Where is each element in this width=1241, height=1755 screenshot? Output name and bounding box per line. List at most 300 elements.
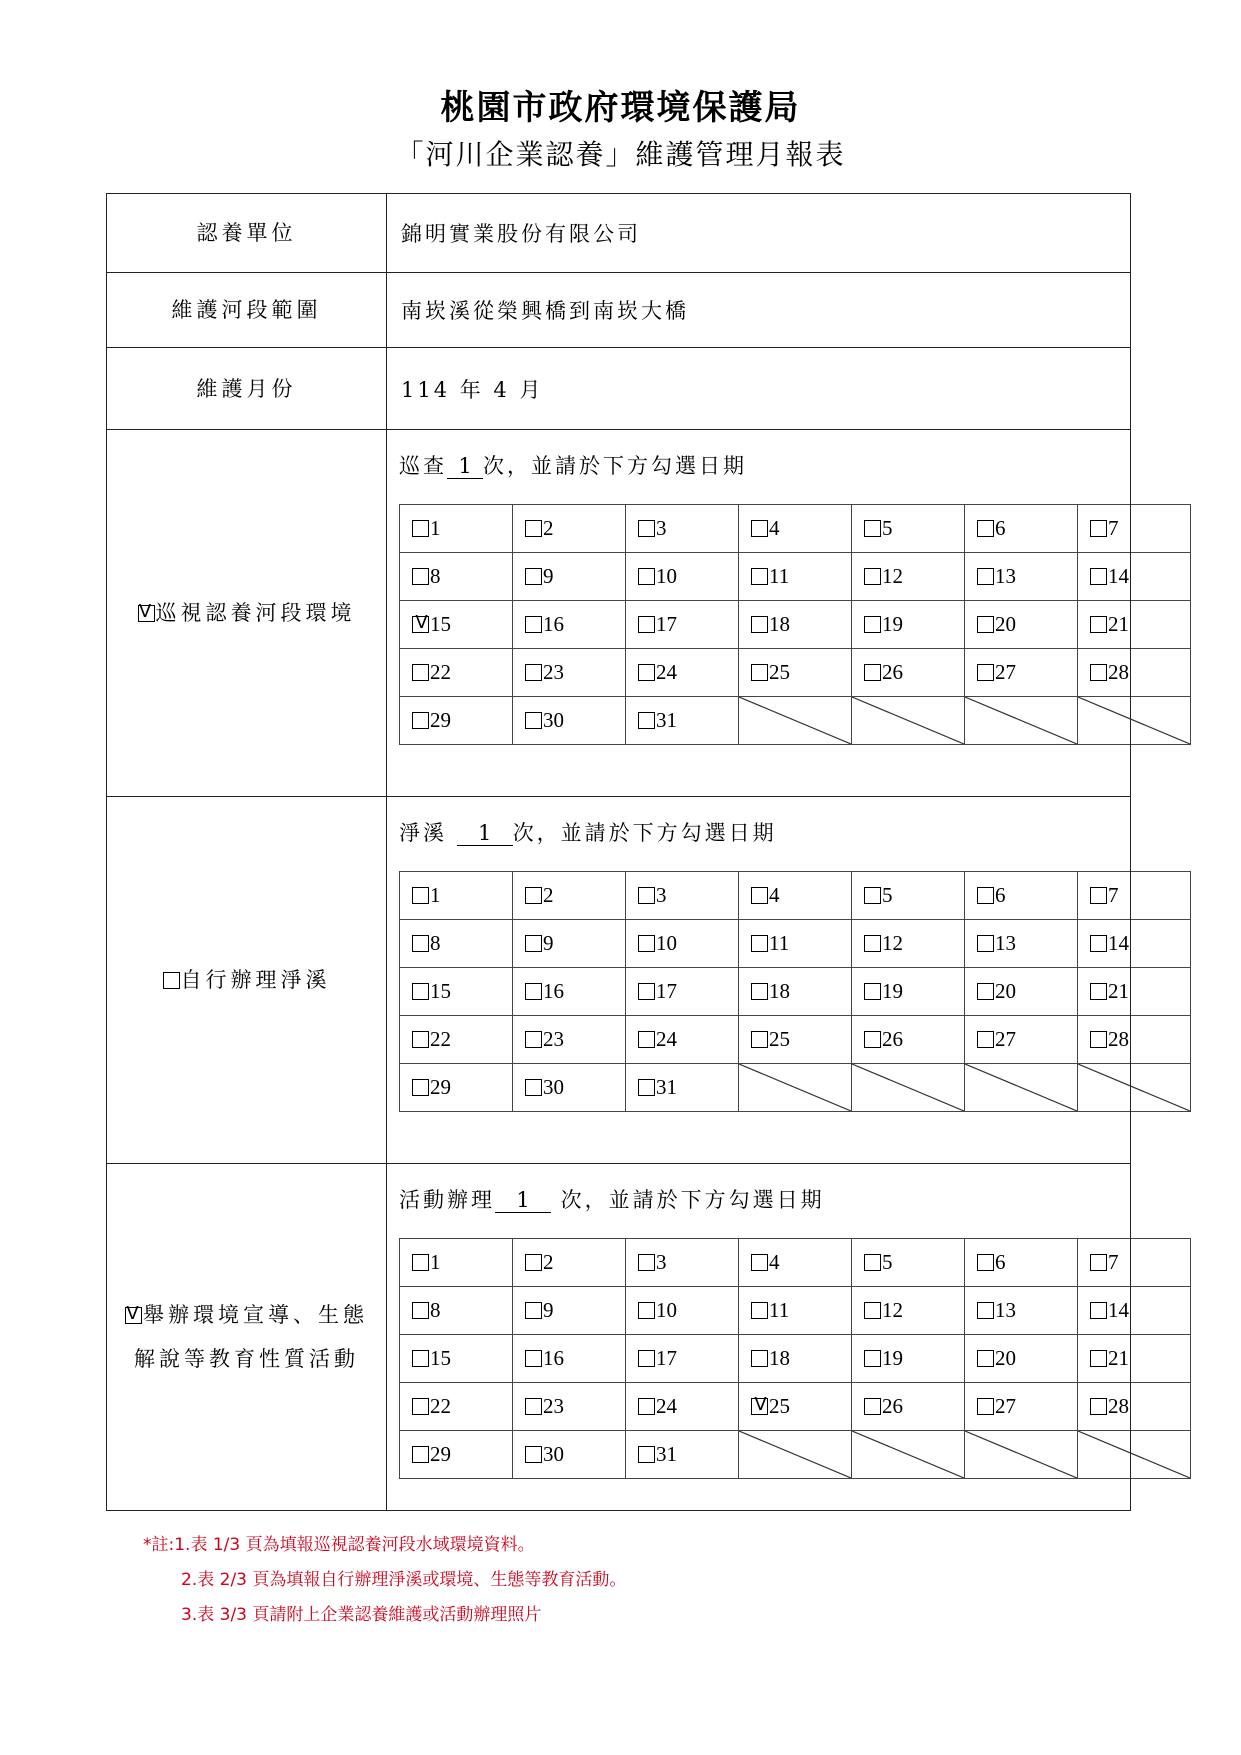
diagonal-slash-icon — [739, 1064, 851, 1111]
date-number: 29 — [430, 1075, 451, 1099]
date-number: 22 — [430, 660, 451, 684]
checkbox-icon[interactable] — [412, 520, 429, 537]
date-cell-22[interactable] — [400, 649, 513, 697]
section-label-line — [107, 1337, 386, 1381]
checkbox-icon[interactable] — [1090, 616, 1107, 633]
date-number: 4 — [769, 1250, 780, 1274]
checkbox-icon[interactable] — [525, 887, 542, 904]
checkbox-icon[interactable] — [1090, 520, 1107, 537]
date-number: 20 — [995, 1346, 1016, 1370]
date-grid-row — [400, 1287, 1191, 1335]
checkbox-icon[interactable] — [977, 983, 994, 1000]
date-cell-22[interactable] — [400, 1016, 513, 1064]
date-cell-1[interactable] — [400, 1239, 513, 1287]
count-field[interactable]: 1 — [495, 1188, 551, 1213]
checkbox-icon[interactable] — [1090, 1302, 1107, 1319]
date-cell-8[interactable] — [400, 920, 513, 968]
empty-date-cell — [852, 1064, 965, 1112]
date-cell-26[interactable] — [852, 1383, 965, 1431]
empty-date-cell — [965, 697, 1078, 745]
date-cell-31[interactable] — [626, 1064, 739, 1112]
date-number: 23 — [543, 1394, 564, 1418]
river-range-value: 南崁溪從榮興橋到南崁大橋 — [387, 273, 1131, 348]
date-number: 27 — [995, 1394, 1016, 1418]
date-cell-17[interactable] — [626, 601, 739, 649]
date-cell-2[interactable] — [513, 1239, 626, 1287]
date-cell-22[interactable] — [400, 1383, 513, 1431]
checkbox-icon[interactable] — [525, 1079, 542, 1096]
checkbox-icon[interactable] — [412, 1398, 429, 1415]
date-grid-row — [400, 1064, 1191, 1112]
checkbox-icon[interactable] — [977, 935, 994, 952]
date-cell-14[interactable] — [1078, 1287, 1191, 1335]
date-number: 12 — [882, 1298, 903, 1322]
date-number: 19 — [882, 979, 903, 1003]
empty-date-cell — [1078, 1064, 1191, 1112]
section-header — [399, 450, 1130, 480]
date-cell-1[interactable] — [400, 505, 513, 553]
section-header-suffix: 次，並請於下方勾選日期 — [483, 454, 747, 478]
checkbox-icon[interactable] — [1090, 664, 1107, 681]
date-cell-15[interactable] — [400, 1335, 513, 1383]
date-cell-9[interactable] — [513, 553, 626, 601]
date-number: 18 — [769, 979, 790, 1003]
checkbox-icon[interactable] — [751, 1031, 768, 1048]
date-grid-row — [400, 553, 1191, 601]
section-header — [399, 817, 1130, 847]
checkbox-icon[interactable] — [751, 887, 768, 904]
adopter-label: 認養單位 — [107, 194, 387, 273]
date-cell-5[interactable] — [852, 1239, 965, 1287]
date-cell-2[interactable] — [513, 505, 626, 553]
checkbox-icon[interactable] — [977, 1254, 994, 1271]
date-cell-21[interactable] — [1078, 601, 1191, 649]
checkbox-icon[interactable] — [1090, 1350, 1107, 1367]
date-number: 17 — [656, 979, 677, 1003]
date-number: 5 — [882, 1250, 893, 1274]
checkbox-icon[interactable] — [638, 1031, 655, 1048]
date-cell-6[interactable] — [965, 1239, 1078, 1287]
checkbox-icon[interactable] — [412, 983, 429, 1000]
checkbox-icon[interactable] — [751, 616, 768, 633]
date-grid-row — [400, 1431, 1191, 1479]
checkbox-icon[interactable] — [864, 1350, 881, 1367]
date-cell-25[interactable] — [739, 1383, 852, 1431]
count-field[interactable]: 1 — [457, 821, 513, 846]
date-number: 31 — [656, 708, 677, 732]
checkbox-icon[interactable] — [977, 887, 994, 904]
check-mark-icon: V — [138, 601, 156, 622]
date-cell-29[interactable] — [400, 697, 513, 745]
checked-checkbox-icon[interactable] — [125, 1303, 143, 1324]
date-number: 6 — [995, 1250, 1006, 1274]
date-cell-25[interactable] — [739, 1016, 852, 1064]
checkbox-icon[interactable] — [751, 983, 768, 1000]
checkbox-icon[interactable] — [751, 1302, 768, 1319]
date-cell-28[interactable] — [1078, 1016, 1191, 1064]
date-cell-18[interactable] — [739, 601, 852, 649]
checkbox-icon[interactable] — [525, 1302, 542, 1319]
empty-date-cell — [965, 1064, 1078, 1112]
date-number: 7 — [1108, 516, 1119, 540]
date-cell-20[interactable] — [965, 968, 1078, 1016]
checkbox-icon[interactable] — [1090, 887, 1107, 904]
adopter-value: 錦明實業股份有限公司 — [387, 194, 1131, 273]
check-mark-icon: V — [754, 1394, 767, 1415]
checkbox-icon[interactable] — [1090, 568, 1107, 585]
date-cell-3[interactable] — [626, 505, 739, 553]
date-number: 23 — [543, 1027, 564, 1051]
date-number: 17 — [656, 1346, 677, 1370]
count-field[interactable]: 1 — [447, 454, 483, 479]
checkbox-icon[interactable] — [977, 520, 994, 537]
date-number: 18 — [769, 612, 790, 636]
checkbox-icon[interactable] — [977, 664, 994, 681]
date-cell-12[interactable] — [852, 553, 965, 601]
date-cell-16[interactable] — [513, 968, 626, 1016]
checkbox-icon[interactable] — [525, 712, 542, 729]
checkbox-icon[interactable] — [751, 664, 768, 681]
date-number: 14 — [1108, 1298, 1129, 1322]
checkbox-icon[interactable] — [638, 983, 655, 1000]
date-cell-28[interactable] — [1078, 649, 1191, 697]
checkbox-icon[interactable] — [412, 1079, 429, 1096]
section-patrol — [107, 430, 1131, 797]
date-grid-row — [400, 1239, 1191, 1287]
date-number: 14 — [1108, 564, 1129, 588]
date-number: 1 — [430, 1250, 441, 1274]
date-cell-24[interactable] — [626, 1016, 739, 1064]
empty-date-cell — [1078, 697, 1191, 745]
checkbox-icon[interactable] — [977, 1031, 994, 1048]
checkbox-icon[interactable] — [1090, 983, 1107, 1000]
date-cell-24[interactable] — [626, 649, 739, 697]
date-cell-7[interactable] — [1078, 1239, 1191, 1287]
checked-checkbox-icon[interactable] — [412, 612, 429, 633]
checkbox-icon[interactable] — [638, 520, 655, 537]
date-cell-15[interactable] — [400, 601, 513, 649]
checkbox-icon[interactable] — [412, 568, 429, 585]
date-cell-15[interactable] — [400, 968, 513, 1016]
date-cell-10[interactable] — [626, 553, 739, 601]
section-label — [107, 430, 387, 797]
checkbox-icon[interactable] — [864, 520, 881, 537]
empty-date-cell — [852, 1431, 965, 1479]
date-number: 1 — [430, 883, 441, 907]
date-number: 15 — [430, 612, 451, 636]
checkbox-icon[interactable] — [412, 1350, 429, 1367]
section-label-text: 解說等教育性質活動 — [134, 1347, 359, 1371]
checkbox-icon[interactable] — [751, 1254, 768, 1271]
checkbox-icon[interactable] — [1090, 1031, 1107, 1048]
date-cell-4[interactable] — [739, 505, 852, 553]
date-cell-19[interactable] — [852, 601, 965, 649]
date-cell-29[interactable] — [400, 1064, 513, 1112]
section-cleanup — [107, 797, 1131, 1164]
checkbox-icon[interactable] — [864, 664, 881, 681]
checkbox-icon[interactable] — [977, 568, 994, 585]
date-cell-10[interactable] — [626, 1287, 739, 1335]
checkbox-icon[interactable] — [638, 887, 655, 904]
date-cell-8[interactable] — [400, 553, 513, 601]
checkbox-icon[interactable] — [525, 616, 542, 633]
date-number: 19 — [882, 612, 903, 636]
checkbox-icon[interactable] — [638, 712, 655, 729]
date-cell-31[interactable] — [626, 697, 739, 745]
checkbox-icon[interactable] — [525, 520, 542, 537]
checkbox-icon[interactable] — [638, 935, 655, 952]
checkbox-icon[interactable] — [864, 983, 881, 1000]
checkbox-icon[interactable] — [751, 520, 768, 537]
checked-checkbox-icon[interactable] — [751, 1394, 768, 1415]
date-grid-row — [400, 920, 1191, 968]
date-cell-16[interactable] — [513, 601, 626, 649]
checkbox-icon[interactable] — [525, 935, 542, 952]
section-body — [387, 430, 1131, 797]
checkbox-icon[interactable] — [864, 1398, 881, 1415]
checkbox-icon[interactable] — [751, 1350, 768, 1367]
date-grid-row — [400, 649, 1191, 697]
date-cell-14[interactable] — [1078, 553, 1191, 601]
row-adopter — [107, 194, 1131, 273]
checkbox-icon[interactable] — [638, 1254, 655, 1271]
date-number: 16 — [543, 1346, 564, 1370]
date-cell-4[interactable] — [739, 872, 852, 920]
date-cell-26[interactable] — [852, 1016, 965, 1064]
date-number: 24 — [656, 1027, 677, 1051]
checked-checkbox-icon[interactable] — [138, 601, 156, 622]
date-cell-29[interactable] — [400, 1431, 513, 1479]
date-cell-16[interactable] — [513, 1335, 626, 1383]
date-cell-18[interactable] — [739, 1335, 852, 1383]
checkbox-icon[interactable] — [163, 972, 180, 989]
date-cell-17[interactable] — [626, 968, 739, 1016]
date-cell-30[interactable] — [513, 1431, 626, 1479]
checkbox-icon[interactable] — [638, 664, 655, 681]
diagonal-slash-icon — [739, 1431, 851, 1478]
date-cell-23[interactable] — [513, 1016, 626, 1064]
checkbox-icon[interactable] — [638, 616, 655, 633]
date-number: 3 — [656, 516, 667, 540]
date-number: 26 — [882, 1027, 903, 1051]
check-mark-icon: V — [415, 612, 428, 633]
checkbox-icon[interactable] — [525, 1398, 542, 1415]
date-grid-row — [400, 601, 1191, 649]
date-cell-27[interactable] — [965, 649, 1078, 697]
date-cell-3[interactable] — [626, 1239, 739, 1287]
checkbox-icon[interactable] — [638, 1302, 655, 1319]
checkbox-icon[interactable] — [977, 1350, 994, 1367]
date-cell-28[interactable] — [1078, 1383, 1191, 1431]
checkbox-icon[interactable] — [525, 1031, 542, 1048]
date-cell-17[interactable] — [626, 1335, 739, 1383]
date-cell-26[interactable] — [852, 649, 965, 697]
checkbox-icon[interactable] — [1090, 1254, 1107, 1271]
date-number: 1 — [430, 516, 441, 540]
checkbox-icon[interactable] — [525, 1254, 542, 1271]
date-cell-19[interactable] — [852, 1335, 965, 1383]
date-grid — [399, 504, 1191, 745]
date-cell-6[interactable] — [965, 872, 1078, 920]
date-cell-1[interactable] — [400, 872, 513, 920]
empty-date-cell — [739, 1064, 852, 1112]
date-number: 6 — [995, 883, 1006, 907]
checkbox-icon[interactable] — [864, 616, 881, 633]
date-cell-2[interactable] — [513, 872, 626, 920]
checkbox-icon[interactable] — [638, 1079, 655, 1096]
date-number: 29 — [430, 708, 451, 732]
date-cell-21[interactable] — [1078, 1335, 1191, 1383]
diagonal-slash-icon — [852, 697, 964, 744]
date-number: 5 — [882, 883, 893, 907]
date-cell-27[interactable] — [965, 1383, 1078, 1431]
date-number: 31 — [656, 1075, 677, 1099]
date-number: 7 — [1108, 883, 1119, 907]
page-subtitle: 「河川企業認養」維護管理月報表 — [395, 138, 846, 171]
date-number: 9 — [543, 564, 554, 588]
footnotes — [143, 1530, 626, 1635]
date-number: 31 — [656, 1442, 677, 1466]
checkbox-icon[interactable] — [525, 664, 542, 681]
footnote: 2.表 2/3 頁為填報自行辦理淨溪或環境、生態等教育活動。 — [181, 1570, 627, 1590]
date-number: 27 — [995, 660, 1016, 684]
checkbox-icon[interactable] — [751, 935, 768, 952]
checkbox-icon[interactable] — [638, 1398, 655, 1415]
date-cell-25[interactable] — [739, 649, 852, 697]
checkbox-icon[interactable] — [412, 712, 429, 729]
checkbox-icon[interactable] — [977, 616, 994, 633]
diagonal-slash-icon — [852, 1431, 964, 1478]
date-cell-11[interactable] — [739, 1287, 852, 1335]
date-cell-20[interactable] — [965, 601, 1078, 649]
date-cell-11[interactable] — [739, 553, 852, 601]
checkbox-icon[interactable] — [638, 1446, 655, 1463]
date-cell-5[interactable] — [852, 505, 965, 553]
checkbox-icon[interactable] — [525, 568, 542, 585]
date-number: 9 — [543, 931, 554, 955]
date-cell-12[interactable] — [852, 1287, 965, 1335]
checkbox-icon[interactable] — [638, 568, 655, 585]
checkbox-icon[interactable] — [1090, 1398, 1107, 1415]
date-cell-20[interactable] — [965, 1335, 1078, 1383]
checkbox-icon[interactable] — [525, 1446, 542, 1463]
date-number: 11 — [769, 1298, 790, 1322]
date-cell-31[interactable] — [626, 1431, 739, 1479]
date-cell-30[interactable] — [513, 1064, 626, 1112]
date-cell-6[interactable] — [965, 505, 1078, 553]
date-cell-23[interactable] — [513, 1383, 626, 1431]
date-cell-8[interactable] — [400, 1287, 513, 1335]
checkbox-icon[interactable] — [638, 1350, 655, 1367]
date-number: 28 — [1108, 660, 1129, 684]
date-cell-21[interactable] — [1078, 968, 1191, 1016]
checkbox-icon[interactable] — [864, 887, 881, 904]
date-number: 23 — [543, 660, 564, 684]
diagonal-slash-icon — [1078, 1431, 1190, 1478]
date-number: 19 — [882, 1346, 903, 1370]
date-cell-7[interactable] — [1078, 872, 1191, 920]
checkbox-icon[interactable] — [977, 1302, 994, 1319]
date-cell-27[interactable] — [965, 1016, 1078, 1064]
date-number: 10 — [656, 1298, 677, 1322]
date-cell-12[interactable] — [852, 920, 965, 968]
date-number: 2 — [543, 883, 554, 907]
date-grid-row — [400, 1335, 1191, 1383]
checkbox-icon[interactable] — [412, 887, 429, 904]
date-number: 2 — [543, 516, 554, 540]
checkbox-icon[interactable] — [412, 664, 429, 681]
date-cell-14[interactable] — [1078, 920, 1191, 968]
date-number: 12 — [882, 564, 903, 588]
checkbox-icon[interactable] — [977, 1398, 994, 1415]
footnote: *註:1.表 1/3 頁為填報巡視認養河段水域環境資料。 — [143, 1535, 535, 1555]
checkbox-icon[interactable] — [864, 1031, 881, 1048]
checkbox-icon[interactable] — [525, 1350, 542, 1367]
date-number: 8 — [430, 931, 441, 955]
page-title: 桃園市政府環境保護局 — [440, 88, 801, 128]
checkbox-icon[interactable] — [864, 935, 881, 952]
date-grid-row — [400, 1016, 1191, 1064]
date-cell-13[interactable] — [965, 920, 1078, 968]
date-number: 9 — [543, 1298, 554, 1322]
checkbox-icon[interactable] — [412, 1446, 429, 1463]
date-cell-9[interactable] — [513, 1287, 626, 1335]
checkbox-icon[interactable] — [864, 1254, 881, 1271]
section-label-line — [107, 958, 386, 1002]
date-cell-11[interactable] — [739, 920, 852, 968]
section-label-text: 巡視認養河段環境 — [155, 601, 356, 625]
date-cell-19[interactable] — [852, 968, 965, 1016]
date-number: 17 — [656, 612, 677, 636]
checkbox-icon[interactable] — [412, 1302, 429, 1319]
date-cell-18[interactable] — [739, 968, 852, 1016]
date-cell-30[interactable] — [513, 697, 626, 745]
date-cell-23[interactable] — [513, 649, 626, 697]
checkbox-icon[interactable] — [412, 1031, 429, 1048]
date-number: 28 — [1108, 1394, 1129, 1418]
date-cell-7[interactable] — [1078, 505, 1191, 553]
section-header-prefix: 巡查 — [399, 454, 447, 478]
empty-date-cell — [965, 1431, 1078, 1479]
date-cell-10[interactable] — [626, 920, 739, 968]
date-cell-13[interactable] — [965, 553, 1078, 601]
date-grid-row — [400, 968, 1191, 1016]
date-number: 28 — [1108, 1027, 1129, 1051]
date-number: 13 — [995, 564, 1016, 588]
date-cell-5[interactable] — [852, 872, 965, 920]
section-header-suffix: 次，並請於下方勾選日期 — [512, 821, 777, 845]
checkbox-icon[interactable] — [1090, 935, 1107, 952]
date-cell-4[interactable] — [739, 1239, 852, 1287]
date-number: 25 — [769, 1027, 790, 1051]
date-number: 13 — [995, 1298, 1016, 1322]
date-number: 10 — [656, 931, 677, 955]
date-number: 11 — [769, 564, 790, 588]
river-range-label: 維護河段範圍 — [107, 273, 387, 348]
checkbox-icon[interactable] — [525, 983, 542, 1000]
date-number: 25 — [769, 660, 790, 684]
date-cell-13[interactable] — [965, 1287, 1078, 1335]
date-number: 11 — [769, 931, 790, 955]
date-cell-9[interactable] — [513, 920, 626, 968]
checkbox-icon[interactable] — [864, 568, 881, 585]
checkbox-icon[interactable] — [412, 1254, 429, 1271]
date-cell-24[interactable] — [626, 1383, 739, 1431]
checkbox-icon[interactable] — [412, 935, 429, 952]
checkbox-icon[interactable] — [751, 568, 768, 585]
date-cell-3[interactable] — [626, 872, 739, 920]
checkbox-icon[interactable] — [864, 1302, 881, 1319]
